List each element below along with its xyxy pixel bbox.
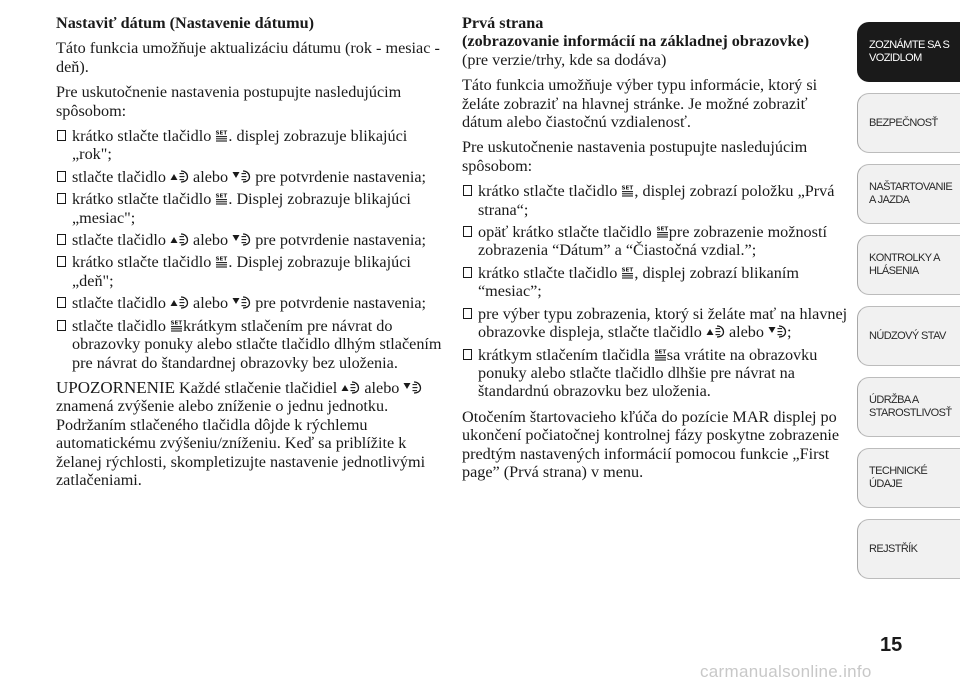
list-item: stlačte tlačidlo alebo pre potvrdenie nastavenia; [56,231,442,249]
list-item: krátko stlačte tlačidlo , displej zobrazí blikaním “mesiac”; [462,264,850,301]
tab-warning-lights[interactable] [857,235,960,295]
tab-getting-to-know-vehicle[interactable] [857,22,960,82]
tab-label: HLÁSENIA [869,265,919,277]
up-button-icon [170,168,189,184]
list-item: krátko stlačte tlačidlo , displej zobrazí položku „Prvá strana“; [462,182,850,219]
first-page-steps-list [462,182,850,400]
list-item: krátkym stlačením tlačidla sa vrátite na obrazovku ponuky alebo stlačte tlačidlo dlhšie pre návrat na štandardnú obrazovku bez uloženia. [462,346,850,401]
list-item: krátko stlačte tlačidlo . Displej zobrazuje blikajúci „deň"; [56,253,442,290]
tab-safety[interactable] [857,93,960,153]
list-item: krátko stlačte tlačidlo . displej zobrazuje blikajúci „rok"; [56,127,442,164]
set-button-icon [215,129,228,143]
tab-label: NAŠTARTOVANIE [869,181,953,193]
tab-label: ZOZNÁMTE SA S [869,39,950,51]
set-button-icon [621,184,634,198]
up-button-icon [170,294,189,310]
left-column [56,14,442,496]
tab-starting-and-driving[interactable] [857,164,960,224]
warning-label: UPOZORNENIE [56,377,175,397]
set-button-icon [621,266,634,280]
tab-label: ÚDAJE [869,478,903,490]
first-page-subtitle: (pre verzie/trhy, kde sa dodáva) [462,50,667,69]
tab-label: NÚDZOVÝ STAV [869,329,946,342]
list-item: pre výber typu zobrazenia, ktorý si želáte mať na hlavnej obrazovke displeja, stlačte tlačidlo alebo ; [462,305,850,342]
tab-label: REJSTŘÍK [869,542,918,555]
tab-label: TECHNICKÉ [869,465,928,477]
down-button-icon [768,323,787,339]
date-setting-heading: Nastaviť dátum (Nastavenie dátumu) [56,14,314,32]
page-number: 15 [880,634,903,656]
date-setting-procedure: Pre uskutočnenie nastavenia postupujte nasledujúcim spôsobom: [56,83,402,120]
up-button-icon [341,379,360,395]
date-setting-intro: Táto funkcia umožňuje aktualizáciu dátumu (rok - mesiac - deň). [56,39,440,76]
chapter-tabs [857,22,960,590]
first-page-intro: Táto funkcia umožňuje výber typu informácie, ktorý si želáte zobraziť na hlavnej stránke. Je možné zobraziť dátum alebo čiastočnú vzdialenosť. [462,76,818,132]
tab-emergency[interactable] [857,306,960,366]
first-page-heading-detail: (zobrazovanie informácií na základnej obrazovke) [462,32,810,51]
watermark: carmanualsonline.info [700,662,872,681]
first-page-heading-block [462,14,850,69]
down-button-icon [232,168,251,184]
set-button-icon [654,348,667,362]
list-item: opäť krátko stlačte tlačidlo pre zobrazenie možností zobrazenia “Dátum” a “Čiastočná vzdial.”; [462,223,850,260]
first-page-heading: Prvá strana [462,14,544,32]
date-steps-list [56,127,442,372]
tab-label: A JAZDA [869,194,910,206]
up-button-icon [706,323,725,339]
tab-label: BEZPEČNOSŤ [869,116,938,129]
warning-note: UPOZORNENIE Každé stlačenie tlačidiel alebo znamená zvýšenie alebo zníženie o jednu jednotku. Podržaním stlačeného tlačidla dôjde k rýchlemu automatickému zvýšeniu/zníženiu. Keď sa priblížite k želanej rýchlosti, skompletizujte nastavenie jednotlivými zatlačeniami. [56,377,426,489]
tab-technical-data[interactable] [857,448,960,508]
list-item: stlačte tlačidlo krátkym stlačením pre návrat do obrazovky ponuky alebo stlačte tlačidlo dlhým stlačením pre návrat do štandardnej obrazovky bez uloženia. [56,317,442,372]
list-item: krátko stlačte tlačidlo . Displej zobrazuje blikajúci „mesiac"; [56,190,442,227]
up-button-icon [170,231,189,247]
tab-index[interactable] [857,519,960,579]
right-column [462,14,850,488]
list-item: stlačte tlačidlo alebo pre potvrdenie nastavenia; [56,294,442,312]
tab-maintenance[interactable] [857,377,960,437]
set-button-icon [656,225,669,239]
first-page-procedure: Pre uskutočnenie nastavenia postupujte nasledujúcim spôsobom: [462,138,808,175]
tab-label: ÚDRŽBA A [869,394,919,406]
set-button-icon [170,319,183,333]
down-button-icon [232,231,251,247]
first-page-outro: Otočením štartovacieho kľúča do pozície MAR displej po ukončení počiatočnej kontrolnej fázy poskytne zobrazenie predtým nastavených informácií pomocou funkcie „First page” (Prvá strana) v menu. [462,407,840,481]
list-item: stlačte tlačidlo alebo pre potvrdenie nastavenia; [56,168,442,186]
set-button-icon [215,255,228,269]
set-button-icon [215,192,228,206]
tab-label: VOZIDLOM [869,52,922,64]
tab-label: KONTROLKY A [869,252,940,264]
down-button-icon [232,294,251,310]
down-button-icon [403,379,422,395]
tab-label: STAROSTLIVOSŤ [869,407,952,419]
